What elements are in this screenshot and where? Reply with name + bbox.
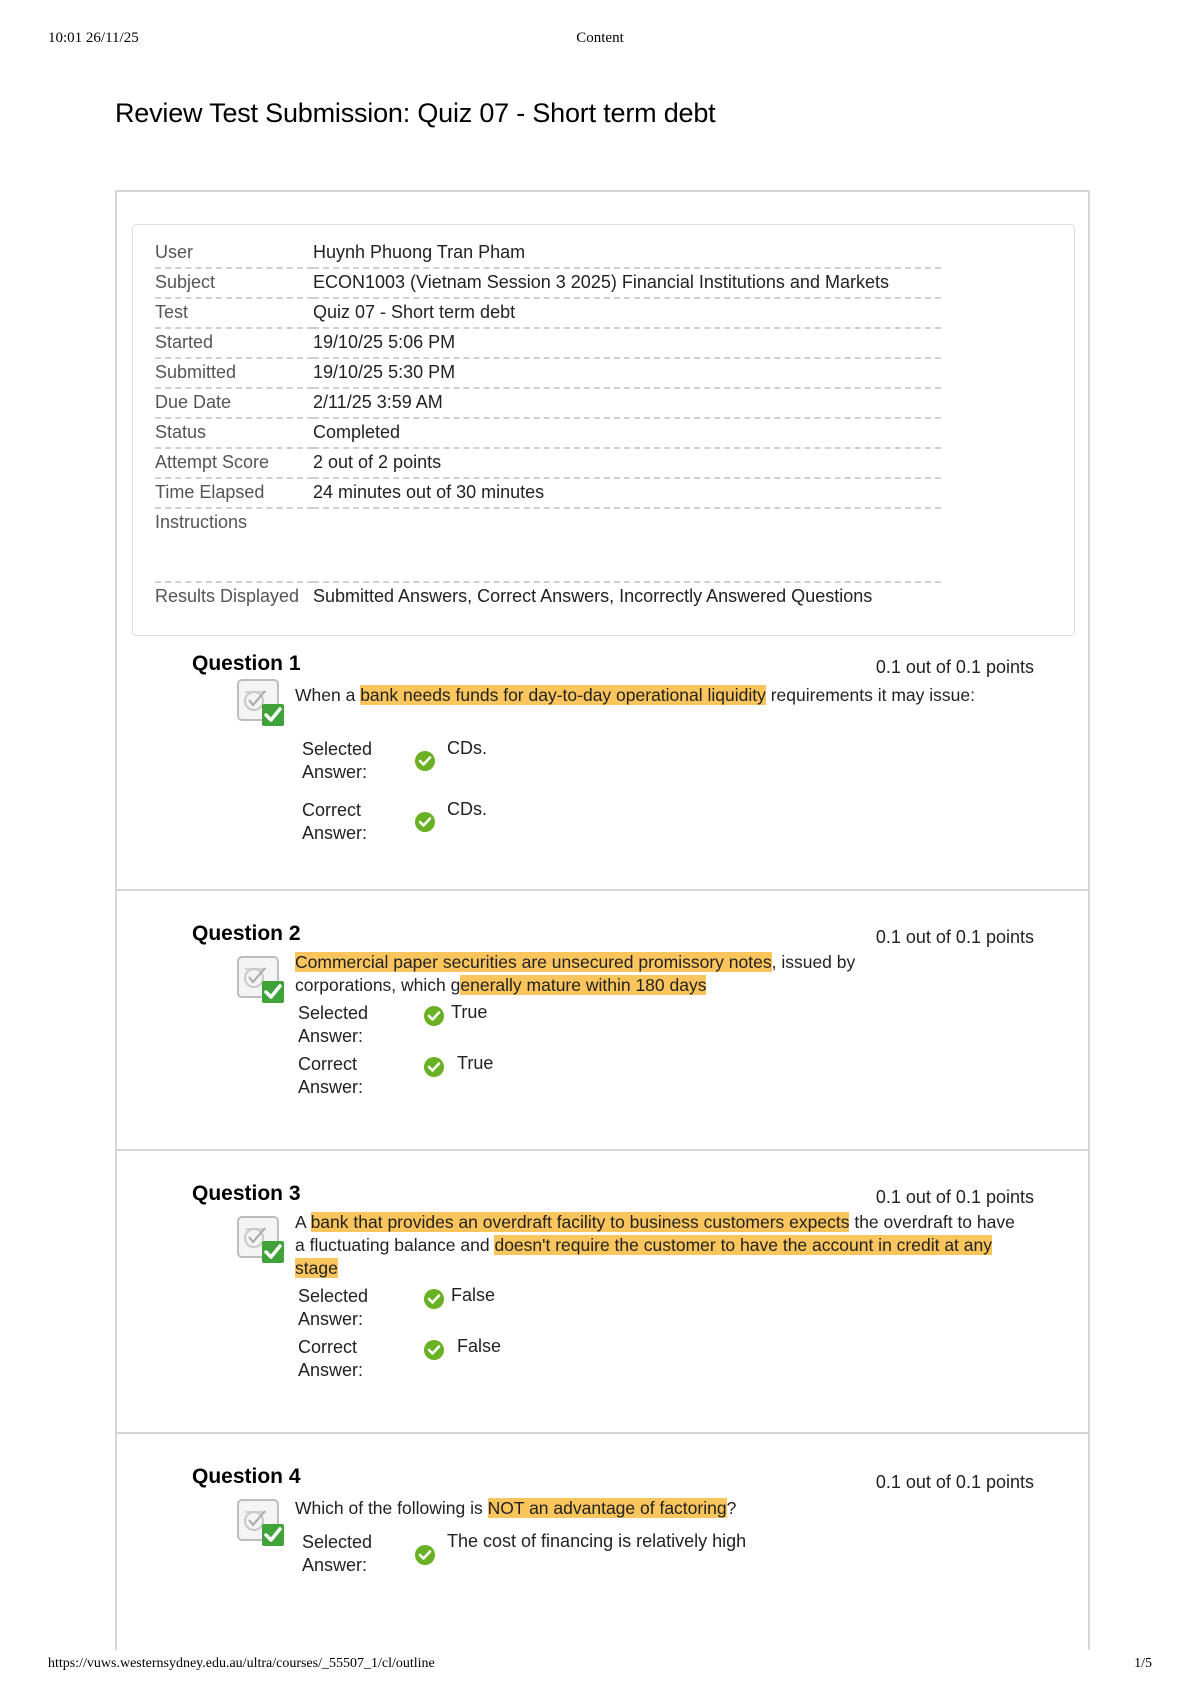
selected-answer-value: True [451, 1002, 488, 1022]
text-segment: A [295, 1212, 311, 1232]
question-4 [117, 1434, 1088, 1654]
question-points: 0.1 out of 0.1 points [875, 1472, 1034, 1492]
text-segment: requirements it may issue: [765, 685, 975, 705]
question-1 [117, 638, 1088, 891]
selected-answer-value: CDs. [447, 738, 487, 758]
question-title: Question 1 [192, 652, 301, 675]
text-segment: the overdraft to have a fluctuating balance and [295, 1212, 1015, 1255]
detail-value: 19/10/25 5:30 PM [313, 358, 941, 388]
detail-row-user [155, 239, 941, 268]
question-points: 0.1 out of 0.1 points [875, 1187, 1034, 1207]
page-number: 1/5 [1134, 1656, 1152, 1671]
detail-label: Started [155, 328, 313, 358]
highlighted-text: doesn't require the customer to have the account in credit at any stage [295, 1235, 992, 1278]
detail-row-status [155, 418, 941, 448]
correct-answer-value: True [457, 1053, 494, 1073]
print-title: Content [576, 30, 624, 46]
detail-value: Completed [313, 418, 941, 448]
detail-row-started [155, 328, 941, 358]
review-container [115, 190, 1090, 1650]
correct-answer-label: Correct Answer: [302, 800, 368, 843]
detail-row-attempt-score [155, 448, 941, 478]
detail-value [313, 508, 941, 582]
detail-label: Subject [155, 268, 313, 298]
selected-answer-label: Selected Answer: [302, 1532, 373, 1575]
correct-answer-label: Correct Answer: [298, 1054, 364, 1097]
detail-row-time-elapsed [155, 478, 941, 508]
detail-row-test [155, 298, 941, 328]
check-circle-icon [414, 1544, 436, 1566]
question-points: 0.1 out of 0.1 points [875, 657, 1034, 677]
detail-label: Time Elapsed [155, 478, 313, 508]
detail-label: User [155, 239, 313, 268]
detail-row-due-date [155, 388, 941, 418]
check-circle-icon [423, 1339, 445, 1361]
detail-row-instructions [155, 508, 941, 582]
detail-value: ECON1003 (Vietnam Session 3 2025) Financial Institutions and Markets [313, 268, 941, 298]
detail-value: Huynh Phuong Tran Pham [313, 239, 941, 268]
detail-label: Attempt Score [155, 448, 313, 478]
detail-row-results-displayed [155, 582, 941, 611]
selected-answer-label: Selected Answer: [298, 1286, 369, 1329]
detail-row-subject [155, 268, 941, 298]
highlighted-text: bank that provides an overdraft facility to business customers expects [310, 1212, 850, 1232]
question-points: 0.1 out of 0.1 points [875, 927, 1034, 947]
detail-value: 19/10/25 5:06 PM [313, 328, 941, 358]
correct-answer-value: CDs. [447, 799, 487, 819]
submission-details [132, 224, 1075, 636]
detail-value: Submitted Answers, Correct Answers, Incorrectly Answered Questions [313, 586, 873, 606]
text-segment: ? [726, 1498, 737, 1518]
question-title: Question 3 [192, 1182, 301, 1205]
text-segment: Which of the following is [295, 1498, 488, 1518]
check-circle-icon [414, 811, 436, 833]
correct-answer-icon [236, 1496, 288, 1548]
text-segment: , issued by corporations, which g [295, 952, 856, 995]
question-title: Question 2 [192, 922, 301, 945]
detail-value: Quiz 07 - Short term debt [313, 298, 941, 328]
question-3 [117, 1151, 1088, 1434]
detail-value: 2 out of 2 points [313, 448, 941, 478]
highlighted-text: Commercial paper securities are unsecured promissory notes [295, 952, 772, 972]
question-title: Question 4 [192, 1465, 301, 1488]
correct-answer-icon [236, 1213, 288, 1265]
details-table [155, 239, 941, 611]
detail-label: Status [155, 418, 313, 448]
detail-row-submitted [155, 358, 941, 388]
text-segment: When a [295, 685, 361, 705]
detail-label: Submitted [155, 358, 313, 388]
print-datetime: 10:01 26/11/25 [48, 30, 139, 46]
selected-answer-value: False [451, 1285, 496, 1305]
question-text [295, 1497, 1025, 1520]
check-circle-icon [423, 1005, 445, 1027]
correct-answer-icon [236, 953, 288, 1005]
highlighted-text: enerally mature within 180 days [460, 975, 707, 995]
detail-label: Instructions [155, 508, 313, 582]
check-circle-icon [423, 1056, 445, 1078]
check-circle-icon [414, 750, 436, 772]
highlighted-text: NOT an advantage of factoring [487, 1498, 727, 1518]
question-text [295, 1211, 1025, 1280]
question-2 [117, 891, 1088, 1151]
question-text [295, 684, 1025, 707]
print-url: https://vuws.westernsydney.edu.au/ultra/courses/_55507_1/cl/outline [48, 1656, 435, 1671]
selected-answer-label: Selected Answer: [298, 1003, 369, 1046]
detail-label: Test [155, 298, 313, 328]
detail-label: Results Displayed [155, 586, 300, 606]
detail-value: 2/11/25 3:59 AM [313, 388, 941, 418]
question-text [295, 951, 935, 997]
detail-label: Due Date [155, 388, 313, 418]
correct-answer-icon [236, 676, 288, 728]
correct-answer-value: False [457, 1336, 502, 1356]
page-title: Review Test Submission: Quiz 07 - Short term debt [115, 98, 716, 128]
selected-answer-label: Selected Answer: [302, 739, 373, 782]
highlighted-text: bank needs funds for day-to-day operational liquidity [360, 685, 766, 705]
check-circle-icon [423, 1288, 445, 1310]
correct-answer-label: Correct Answer: [298, 1337, 364, 1380]
selected-answer-value: The cost of financing is relatively high [447, 1531, 747, 1551]
detail-value: 24 minutes out of 30 minutes [313, 478, 941, 508]
